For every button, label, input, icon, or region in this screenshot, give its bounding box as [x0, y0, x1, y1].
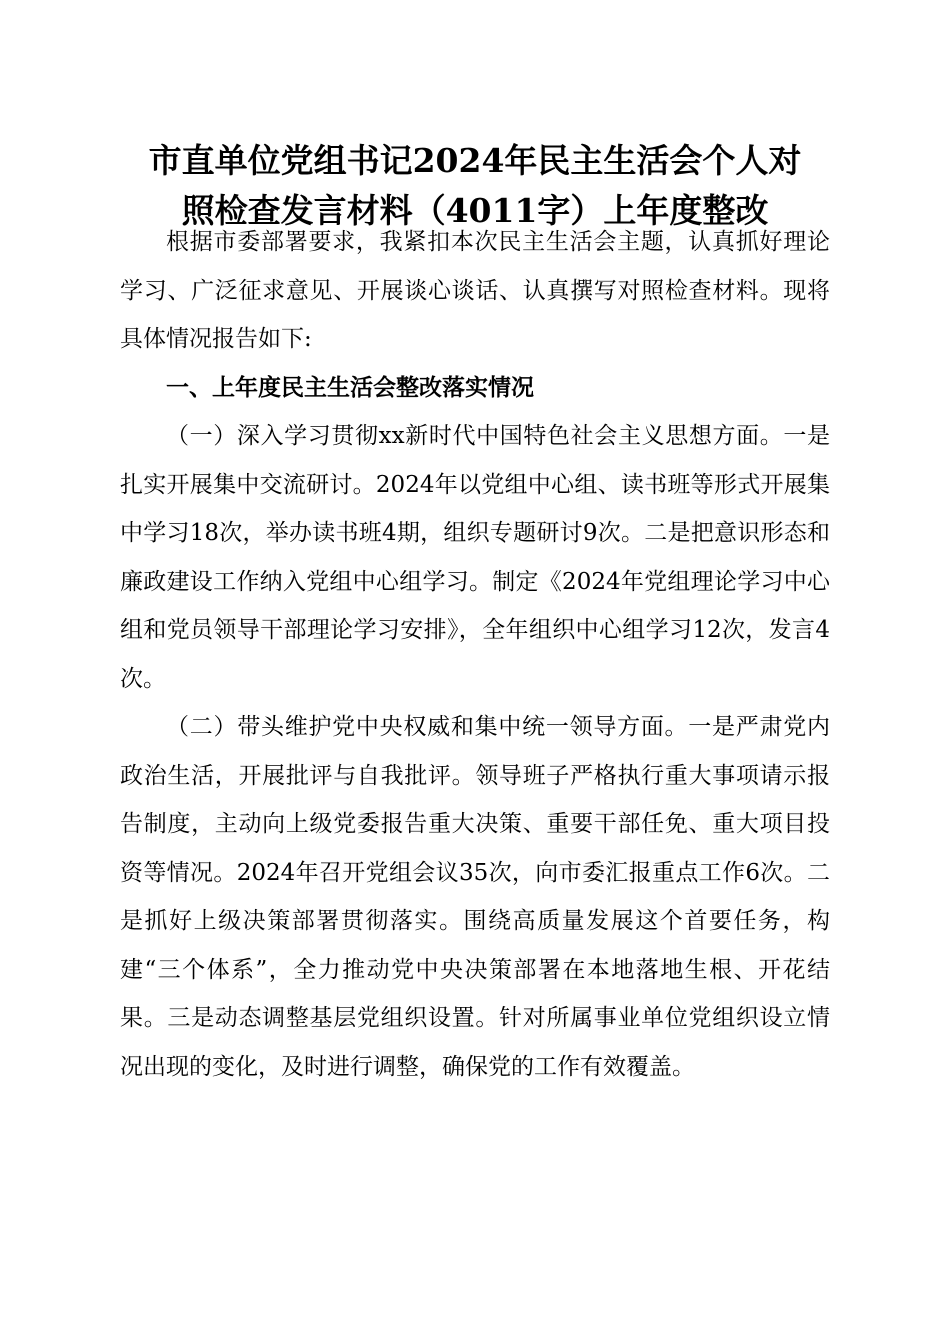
paragraph-theory-study: （一）深入学习贯彻xx新时代中国特色社会主义思想方面。一是扎实开展集中交流研讨。2024年以党组中心组、读书班等形式开展集中学习18次，举办读书班4期，组织专题研讨9次。二是把意识形态和廉政建设工作纳入党组中心组学习。制定《2024年党组理论学习中心组和党员领导干部理论学习安排》，全年组织中心组学习12次，发言4次。	[120, 423, 830, 692]
title-line-1: 市直单位党组书记2024年民主生活会个人对	[148, 141, 802, 180]
document-body	[120, 218, 830, 1091]
title-line-2: 照检查发言材料（4011字）上年度整改	[181, 191, 769, 230]
paragraph-central-authority: （二）带头维护党中央权威和集中统一领导方面。一是严肃党内政治生活，开展批评与自我批评。领导班子严格执行重大事项请示报告制度，主动向上级党委报告重大决策、重要干部任免、重大项目投资等情况。2024年召开党组会议35次，向市委汇报重点工作6次。二是抓好上级决策部署贯彻落实。围绕高质量发展这个首要任务，构建“三个体系”，全力推动党中央决策部署在本地落地生根、开花结果。三是动态调整基层党组织设置。针对所属事业单位党组织设立情况出现的变化，及时进行调整，确保党的工作有效覆盖。	[120, 714, 830, 1080]
section-heading-1: 一、上年度民主生活会整改落实情况	[166, 374, 534, 401]
intro-paragraph: 根据市委部署要求，我紧扣本次民主生活会主题，认真抓好理论学习、广泛征求意见、开展谈心谈话、认真撰写对照检查材料。现将具体情况报告如下:	[120, 229, 830, 352]
